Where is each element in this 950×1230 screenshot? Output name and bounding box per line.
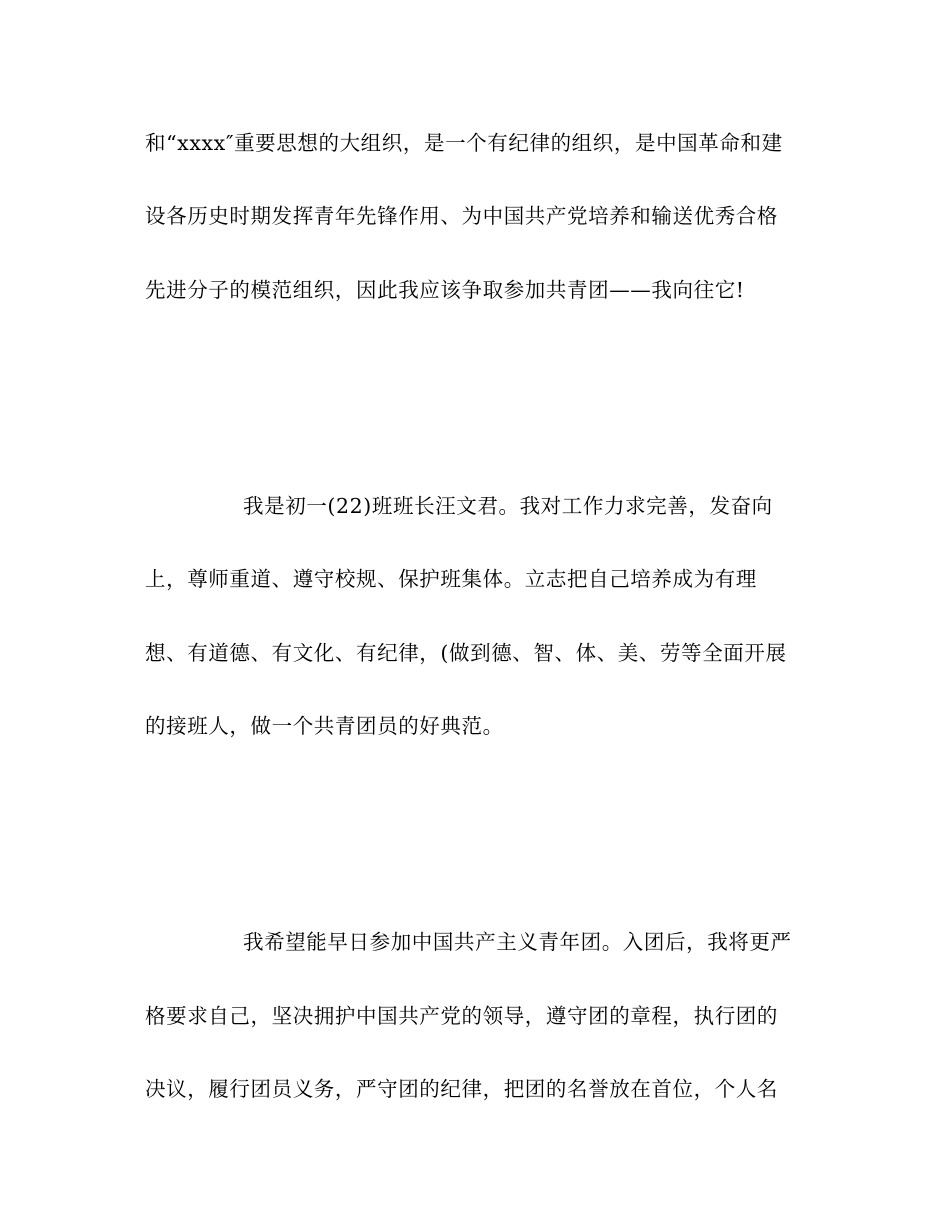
paragraph-line: 想、有道德、有文化、有纪律，(做到德、智、体、美、劳等全面开展 bbox=[145, 641, 787, 665]
paragraph-line: 的接班人，做一个共青团员的好典范。 bbox=[145, 714, 504, 738]
paragraph-line: 我希望能早日参加中国共产主义青年团。入团后，我将更严 bbox=[243, 930, 792, 954]
paragraph-line: 先进分子的模范组织，因此我应该争取参加共青团——我向往它! bbox=[145, 278, 745, 302]
paragraph-line: 我是初一(22)班班长汪文君。我对工作力求完善，发奋向 bbox=[243, 494, 773, 518]
paragraph-line: 上，尊师重道、遵守校规、保护班集体。立志把自己培养成为有理 bbox=[145, 567, 757, 591]
paragraph-line: 设各历史时期发挥青年先锋作用、为中国共产党培养和输送优秀合格 bbox=[145, 204, 778, 228]
paragraph-line: 和“xxxx″重要思想的大组织，是一个有纪律的组织，是中国革命和建 bbox=[145, 131, 783, 155]
paragraph-line: 格要求自己，坚决拥护中国共产党的领导，遵守团的章程，执行团的 bbox=[145, 1004, 778, 1028]
paragraph-line: 决议，履行团员义务，严守团的纪律，把团的名誉放在首位，个人名 bbox=[145, 1077, 778, 1101]
